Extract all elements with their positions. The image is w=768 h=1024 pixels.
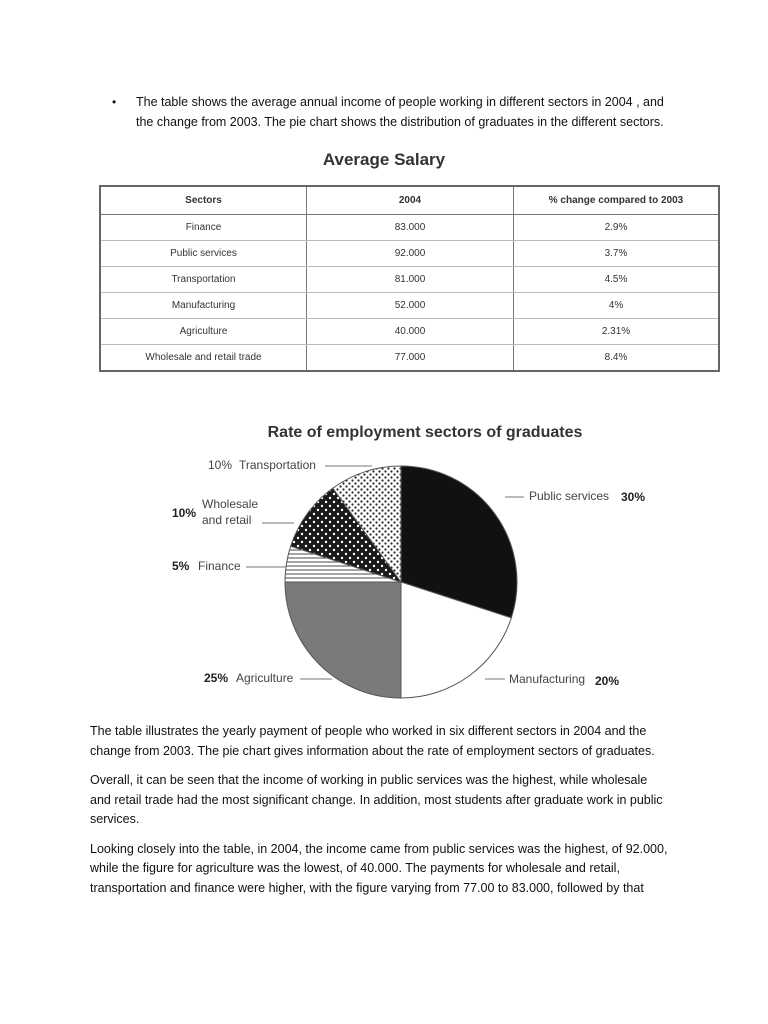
cell-income: 40.000 <box>307 319 514 345</box>
paragraph <box>90 840 690 899</box>
label-wholesale-line1: Wholesale <box>202 497 259 511</box>
cell-income: 77.000 <box>307 345 514 372</box>
table-row <box>100 241 719 267</box>
label-wholesale-line2: and retail <box>202 513 252 527</box>
label-public-services-name: Public services <box>529 489 610 503</box>
header-cell-sectors: Sectors <box>100 186 307 215</box>
header-cell-change: % change compared to 2003 <box>514 186 720 215</box>
paragraph-line: transportation and finance were higher, with the figure varying from 77.00 to 83.000, followed by that <box>90 880 644 895</box>
cell-change: 2.31% <box>514 319 720 345</box>
label-manufacturing-pct: 20% <box>595 674 620 688</box>
label-public-services-pct: 30% <box>621 490 646 504</box>
label-manufacturing-name: Manufacturing <box>509 672 586 686</box>
paragraph <box>90 771 690 830</box>
label-agriculture-name: Agriculture <box>236 671 294 685</box>
header-cell-2004: 2004 <box>307 186 514 215</box>
label-finance-name: Finance <box>198 559 241 573</box>
salary-table <box>99 185 720 372</box>
table-row <box>100 267 719 293</box>
table-row <box>100 319 719 345</box>
cell-income: 83.000 <box>307 215 514 241</box>
table-row <box>100 345 719 372</box>
body-text <box>90 722 690 908</box>
cell-income: 81.000 <box>307 267 514 293</box>
table-header-row <box>100 186 719 215</box>
label-agriculture-pct: 25% <box>204 671 229 685</box>
table-row <box>100 293 719 319</box>
paragraph-line: The table illustrates the yearly payment of people who worked in six different sectors in 2004 and the <box>90 724 647 738</box>
cell-income: 92.000 <box>307 241 514 267</box>
label-finance-pct: 5% <box>172 559 190 573</box>
paragraph <box>90 722 690 761</box>
intro-line: The table shows the average annual income of people working in different sectors in 2004 , and <box>136 95 664 109</box>
cell-sector: Public services <box>100 241 307 267</box>
cell-sector: Agriculture <box>100 319 307 345</box>
paragraph-line: Overall, it can be seen that the income of working in public services was the highest, while wholesale <box>90 773 648 787</box>
cell-sector: Wholesale and retail trade <box>100 345 307 372</box>
slice-agriculture <box>285 582 401 698</box>
intro-line: the change from 2003. The pie chart shows the distribution of graduates in the different sectors. <box>136 115 664 129</box>
label-wholesale-pct: 10% <box>172 506 197 520</box>
cell-change: 4.5% <box>514 267 720 293</box>
label-transportation-name: Transportation <box>239 458 316 472</box>
bullet-marker: • <box>112 95 117 109</box>
paragraph-line: services. <box>90 812 140 826</box>
paragraph-line: while the figure for agriculture was the lowest, of 40.000. The payments for wholesale and retail, <box>90 861 620 875</box>
table-title: Average Salary <box>322 150 446 169</box>
intro-text <box>136 92 716 132</box>
cell-change: 3.7% <box>514 241 720 267</box>
pie-chart <box>0 440 768 712</box>
table-row <box>100 215 719 241</box>
cell-sector: Transportation <box>100 267 307 293</box>
paragraph-line: and retail trade had the most significant change. In addition, most students after graduate work in public <box>90 792 663 807</box>
paragraph-line: change from 2003. The pie chart gives information about the rate of employment sectors of graduates. <box>90 743 655 758</box>
cell-change: 8.4% <box>514 345 720 372</box>
chart-title: Rate of employment sectors of graduates <box>267 424 583 441</box>
label-transportation-pct: 10% <box>208 458 233 472</box>
paragraph-line: Looking closely into the table, in 2004, the income came from public services was the highest, of 92.000, <box>90 841 668 856</box>
cell-sector: Manufacturing <box>100 293 307 319</box>
cell-change: 2.9% <box>514 215 720 241</box>
cell-income: 52.000 <box>307 293 514 319</box>
cell-change: 4% <box>514 293 720 319</box>
cell-sector: Finance <box>100 215 307 241</box>
